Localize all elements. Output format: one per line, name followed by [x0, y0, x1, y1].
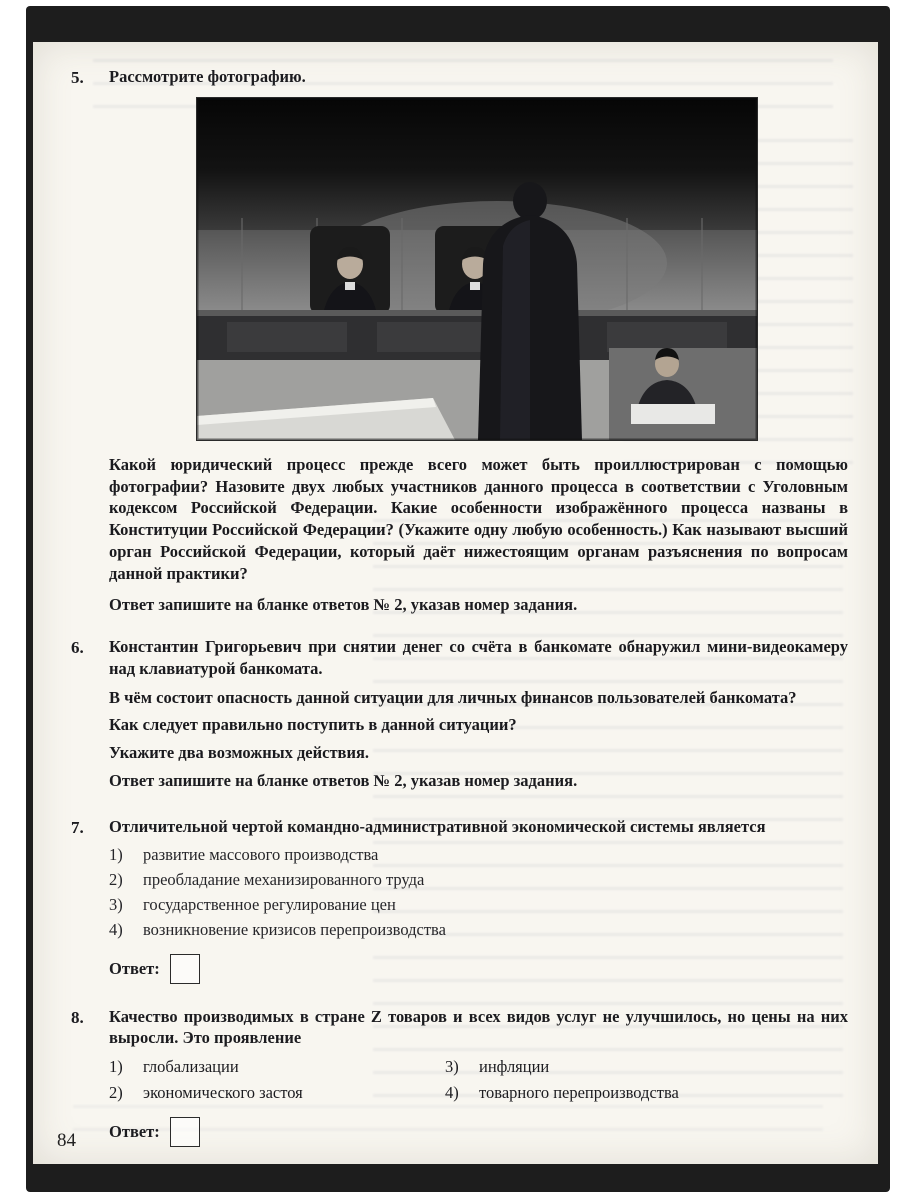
q7-option-3 [109, 894, 848, 916]
question-6 [57, 636, 848, 792]
q7-option-2 [109, 869, 848, 891]
question-8-number: 8. [71, 1007, 84, 1027]
question-6-sub-question-2: Как следует правильно поступить в данной ситуации? [109, 715, 517, 735]
q8-option-1 [109, 1056, 445, 1078]
option-text: преобладание механизированного труда [143, 870, 425, 890]
option-text: государственное регулирование цен [143, 895, 396, 915]
q7-option-4 [109, 919, 848, 941]
question-5-answer-instruction: Ответ запишите на бланке ответов № 2, указав номер задания. [109, 595, 578, 615]
q8-option-3 [445, 1056, 549, 1078]
option-text: возникновение кризисов перепроизводства [143, 919, 446, 939]
question-7-answer-row [109, 954, 848, 984]
option-text: инфляции [479, 1057, 550, 1077]
question-7-answer-box [170, 954, 200, 984]
question-8-answer-box [170, 1117, 200, 1147]
page-content [33, 42, 878, 1164]
q8-option-4 [445, 1082, 679, 1104]
question-8-options [109, 1056, 848, 1104]
question-7-number: 7. [71, 817, 84, 837]
option-number: 4) [109, 919, 123, 939]
q8-option-2 [109, 1082, 445, 1104]
question-8-answer-row [109, 1117, 848, 1147]
option-number: 2) [109, 1082, 123, 1102]
question-7-options [109, 844, 848, 940]
courtroom-photo-graphic [197, 98, 757, 440]
question-6-answer-instruction: Ответ запишите на бланке ответов № 2, указав номер задания. [109, 770, 578, 790]
option-text: глобализации [143, 1057, 239, 1077]
q7-option-1 [109, 844, 848, 866]
question-8 [57, 1006, 848, 1147]
option-number: 2) [109, 870, 123, 890]
option-number: 1) [109, 845, 123, 865]
option-number: 3) [445, 1057, 459, 1077]
answer-label: Ответ: [109, 1121, 160, 1141]
question-6-text: Константин Григорьевич при снятии денег со счёта в банкомате обнаружил мини-видеокамеру над клавиатурой банкомата. [109, 637, 848, 678]
question-5-number: 5. [71, 68, 84, 87]
page-number: 84 [57, 1130, 76, 1151]
question-5 [57, 66, 848, 616]
book-page [33, 42, 878, 1164]
courtroom-photo [197, 98, 757, 440]
option-text: развитие массового производства [143, 845, 379, 865]
question-7-stem: Отличительной чертой командно-административной экономической системы является [109, 816, 766, 836]
question-6-task: Укажите два возможных действия. [109, 743, 370, 763]
option-text: товарного перепроизводства [479, 1082, 679, 1102]
option-number: 4) [445, 1082, 459, 1102]
question-6-number: 6. [71, 638, 84, 658]
option-number: 3) [109, 895, 123, 915]
question-5-text: Какой юридический процесс прежде всего может быть проиллюстрирован с помощью фотографии? Назовите двух любых участников данного процесса в соответствии с Уголовным кодексом Российской Федерации. Какие особенности изображённого процесса названы в Конституции Российской Федерации? (Укажите одну любую особенность.) Как называют высший орган Российской Федерации, который даёт нижестоящим органам разъяснения по вопросам данной практики? [109, 454, 848, 583]
question-5-intro: Рассмотрите фотографию. [109, 67, 306, 86]
question-6-sub-question-1: В чём состоит опасность данной ситуации для личных финансов пользователей банкомата? [109, 687, 797, 707]
option-number: 1) [109, 1057, 123, 1077]
question-7 [57, 816, 848, 984]
question-8-stem: Качество производимых в стране Z товаров и всех видов услуг не улучшилось, но цены на них выросли. Это проявление [109, 1006, 848, 1048]
option-text: экономического застоя [143, 1082, 303, 1102]
answer-label: Ответ: [109, 958, 160, 978]
